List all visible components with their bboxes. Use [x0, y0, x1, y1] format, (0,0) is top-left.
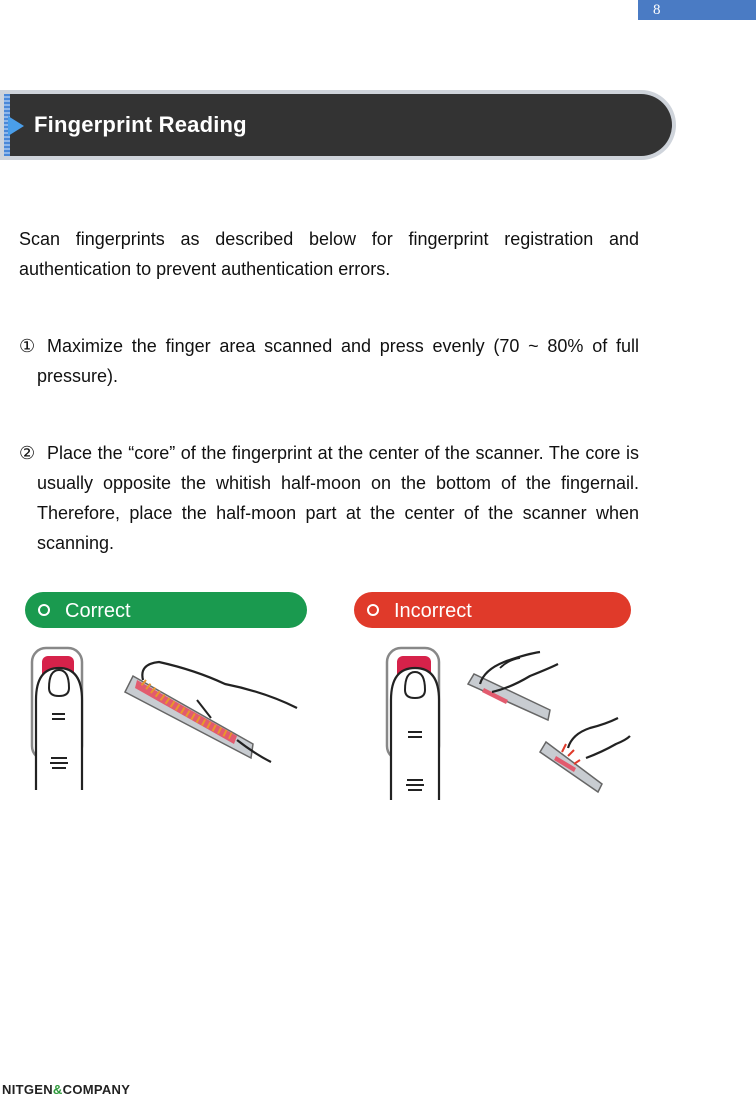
bullet-icon — [38, 604, 50, 616]
step-text-content: Maximize the finger area scanned and press evenly (70 ~ 80% of full pressure). — [37, 336, 639, 386]
step-item — [19, 438, 639, 558]
scanner-pad — [135, 680, 237, 744]
step-text — [37, 331, 639, 391]
incorrect-label: Incorrect — [394, 600, 472, 622]
incorrect-badge — [354, 592, 631, 628]
step-marker: ② — [19, 443, 36, 463]
step-text-content: Place the “core” of the fingerprint at the center of the scanner. The core is usually opposite the whitish half-moon on the bottom of the fingernail. Therefore, place the half-moon part at the center of the scanner when scanning. — [37, 443, 639, 553]
fingernail — [49, 670, 69, 696]
fingernail — [405, 672, 425, 698]
company-logo — [2, 1082, 130, 1097]
arrow-right-icon — [8, 116, 24, 136]
logo-part2: COMPANY — [62, 1082, 131, 1097]
step-item — [19, 331, 639, 391]
bullet-icon — [367, 604, 379, 616]
step-text — [37, 438, 639, 558]
incorrect-finger-illustration — [380, 640, 640, 810]
correct-badge — [25, 592, 307, 628]
logo-amp: & — [52, 1082, 63, 1097]
intro-paragraph: Scan fingerprints as described below for fingerprint registration and authentication to prevent authentication errors. — [19, 229, 639, 279]
section-header — [0, 90, 676, 160]
logo-part1: NITGEN — [2, 1082, 53, 1097]
section-title: Fingerprint Reading — [34, 112, 247, 137]
page-number: 8 — [638, 0, 756, 20]
section-header-bar — [4, 94, 672, 156]
finger-tip — [568, 718, 630, 758]
correct-finger-illustration — [25, 640, 315, 800]
correct-label: Correct — [65, 600, 131, 622]
step-marker: ① — [19, 336, 36, 356]
